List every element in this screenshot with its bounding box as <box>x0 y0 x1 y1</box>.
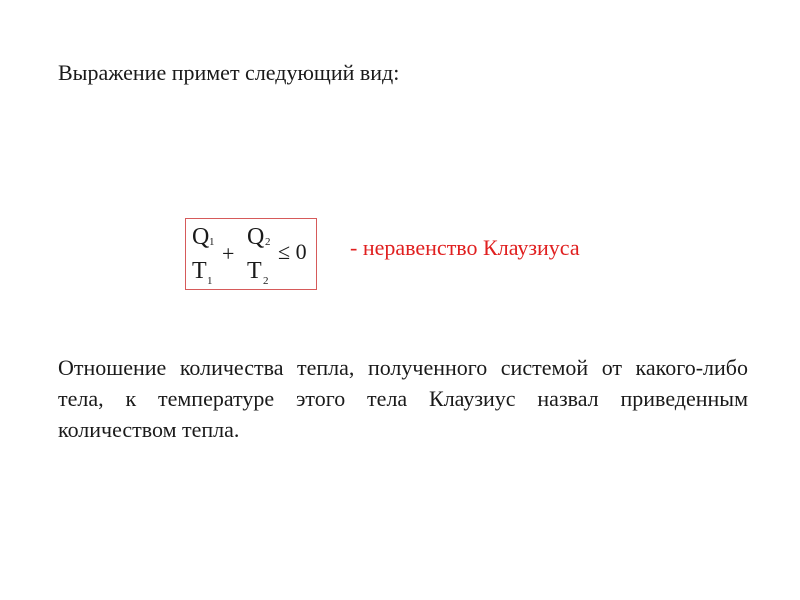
formula-plus: + <box>222 241 235 266</box>
clausius-formula <box>185 218 317 290</box>
formula-q2-subscript: 2 <box>265 236 271 248</box>
formula-t2-subscript: 2 <box>263 275 269 287</box>
formula-q2: Q <box>247 224 265 250</box>
definition-paragraph: Отношение количества тепла, полученного системой от какого-либо тела, к температуре этого тела Клаузиус назвал приведенным количеством тепла. <box>58 355 748 442</box>
formula-t1: T <box>192 258 207 284</box>
formula-relation: ≤ 0 <box>278 239 307 264</box>
formula-t1-subscript: 1 <box>207 275 213 287</box>
formula-q1-subscript: 1 <box>209 236 215 248</box>
formula-q1: Q <box>192 224 210 250</box>
heading: Выражение примет следующий вид: <box>58 60 400 85</box>
formula-t2: T <box>247 258 262 284</box>
formula-caption: - неравенство Клаузиуса <box>350 235 580 260</box>
